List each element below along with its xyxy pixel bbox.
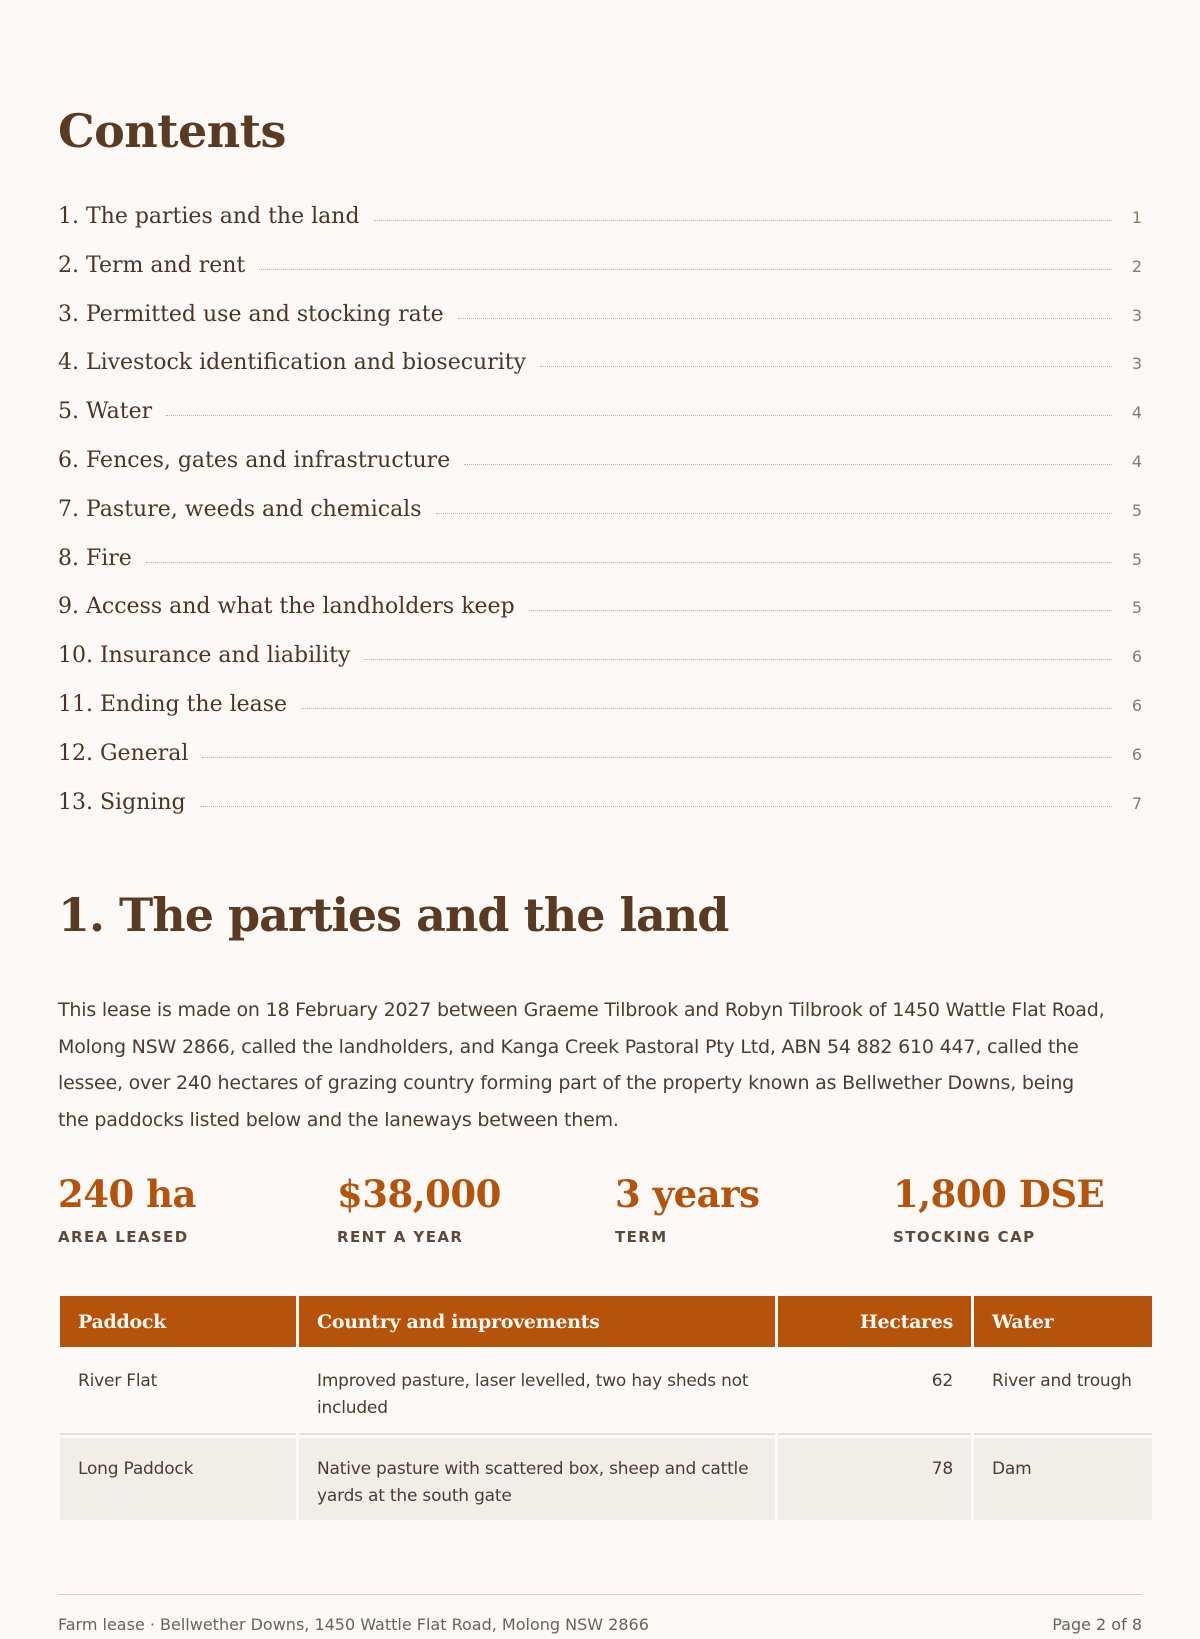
- toc-leader-dots: [529, 610, 1112, 611]
- stat-value: 3 years: [615, 1172, 760, 1216]
- toc-entry-label: 11. Ending the lease: [58, 691, 288, 717]
- toc-entry-label: 13. Signing: [58, 789, 186, 815]
- column-header-hectares: Hectares: [778, 1296, 971, 1347]
- paddock-table: [57, 1293, 1155, 1523]
- toc-entry-2[interactable]: [58, 253, 1142, 302]
- toc-entry-page: 3: [1131, 305, 1142, 325]
- cell-water: Dam: [974, 1438, 1152, 1520]
- stat-value: $38,000: [337, 1172, 501, 1216]
- toc-leader-dots: [464, 464, 1112, 465]
- toc-entry-page: 5: [1131, 598, 1142, 618]
- toc-entry-page: 1: [1131, 208, 1142, 227]
- cell-paddock: River Flat: [60, 1350, 296, 1435]
- toc-leader-dots: [364, 659, 1112, 660]
- section-heading: 1. The parties and the land: [58, 888, 729, 942]
- stat-term: [615, 1172, 759, 1246]
- toc-leader-dots: [374, 220, 1112, 221]
- paddock-table-container: [58, 1296, 1154, 1506]
- toc-entry-9[interactable]: [58, 594, 1142, 643]
- toc-entry-label: 3. Permitted use and stocking rate: [58, 301, 444, 327]
- column-header-water: Water: [974, 1296, 1152, 1347]
- toc-entry-label: 5. Water: [58, 399, 153, 425]
- stat-area-leased: [58, 1172, 196, 1246]
- table-row: [60, 1350, 1152, 1435]
- toc-entry-label: 7. Pasture, weeds and chemicals: [58, 496, 422, 522]
- footer-document-info: Farm lease · Bellwether Downs, 1450 Wattle Flat Road, Molong NSW 2866: [58, 1615, 649, 1634]
- toc-leader-dots: [540, 366, 1112, 367]
- toc-entry-label: 6. Fences, gates and infrastructure: [58, 447, 451, 473]
- toc-entry-page: 6: [1131, 647, 1142, 667]
- toc-leader-dots: [301, 708, 1112, 709]
- toc-entry-page: 2: [1131, 256, 1142, 276]
- toc-entry-10[interactable]: [58, 643, 1142, 692]
- cell-paddock: Long Paddock: [60, 1438, 296, 1520]
- stat-value: 1,800 DSE: [893, 1172, 1105, 1216]
- cell-country: Improved pasture, laser levelled, two hay sheds not included: [299, 1350, 775, 1435]
- toc-entry-page: 3: [1131, 354, 1142, 374]
- stat-value: 240 ha: [58, 1172, 196, 1216]
- stat-rent-a-year: [337, 1172, 501, 1246]
- stat-label: AREA LEASED: [58, 1228, 189, 1246]
- table-header-row: [60, 1296, 1152, 1347]
- toc-entry-page: 7: [1131, 793, 1142, 813]
- toc-leader-dots: [259, 269, 1112, 270]
- toc-entry-7[interactable]: [58, 497, 1142, 546]
- toc-entry-page: 5: [1131, 500, 1142, 520]
- toc-entry-8[interactable]: [58, 546, 1142, 595]
- toc-entry-page: 4: [1131, 403, 1142, 423]
- cell-hectares: 78: [778, 1438, 971, 1520]
- cell-water: River and trough: [974, 1350, 1152, 1435]
- toc-leader-dots: [458, 318, 1112, 319]
- toc-entry-label: 2. Term and rent: [58, 252, 246, 278]
- toc-entry-page: 6: [1131, 744, 1142, 764]
- column-header-country: Country and improvements: [299, 1296, 775, 1347]
- cell-country: Native pasture with scattered box, sheep and cattle yards at the south gate: [299, 1438, 775, 1520]
- toc-entry-4[interactable]: [58, 350, 1142, 399]
- toc-entry-label: 8. Fire: [58, 545, 132, 571]
- toc-entry-page: 6: [1131, 695, 1142, 715]
- toc-entry-5[interactable]: [58, 399, 1142, 448]
- toc-entry-12[interactable]: [58, 741, 1142, 790]
- toc-entry-1[interactable]: [58, 204, 1142, 253]
- intro-paragraph: This lease is made on 18 February 2027 between Graeme Tilbrook and Robyn Tilbrook of 1450 Wattle Flat Road, Molong NSW 2866, called the landholders, and Kanga Creek Pastoral Pty Ltd, ABN 54 882 610 447, called the lessee, over 240 hectares of grazing country forming part of the property known as Bellwether Downs, being the paddocks listed below and the laneways between them.: [58, 999, 1105, 1131]
- table-row: [60, 1438, 1152, 1520]
- contents-heading: Contents: [58, 104, 286, 158]
- table-of-contents: [58, 204, 1142, 838]
- toc-leader-dots: [436, 513, 1112, 514]
- footer-divider: [58, 1594, 1142, 1595]
- toc-entry-11[interactable]: [58, 692, 1142, 741]
- toc-entry-3[interactable]: [58, 302, 1142, 351]
- toc-entry-page: 5: [1131, 549, 1142, 569]
- toc-entry-label: 10. Insurance and liability: [58, 643, 351, 669]
- stat-label: TERM: [615, 1228, 668, 1246]
- toc-entry-label: 4. Livestock identification and biosecurity: [58, 350, 527, 376]
- toc-entry-label: 12. General: [58, 740, 189, 766]
- toc-leader-dots: [166, 415, 1112, 416]
- toc-leader-dots: [146, 562, 1112, 563]
- footer-page-number: Page 2 of 8: [1052, 1615, 1142, 1634]
- toc-leader-dots: [200, 806, 1112, 807]
- toc-entry-label: 1. The parties and the land: [58, 204, 360, 229]
- stat-label: RENT A YEAR: [337, 1228, 464, 1246]
- toc-entry-13[interactable]: [58, 790, 1142, 839]
- column-header-paddock: Paddock: [60, 1296, 296, 1347]
- stat-label: STOCKING CAP: [893, 1228, 1036, 1246]
- stat-stocking-cap: [893, 1172, 1104, 1246]
- toc-entry-6[interactable]: [58, 448, 1142, 497]
- cell-hectares: 62: [778, 1350, 971, 1435]
- toc-entry-page: 4: [1131, 451, 1142, 471]
- toc-entry-label: 9. Access and what the landholders keep: [58, 594, 515, 620]
- toc-leader-dots: [202, 757, 1112, 758]
